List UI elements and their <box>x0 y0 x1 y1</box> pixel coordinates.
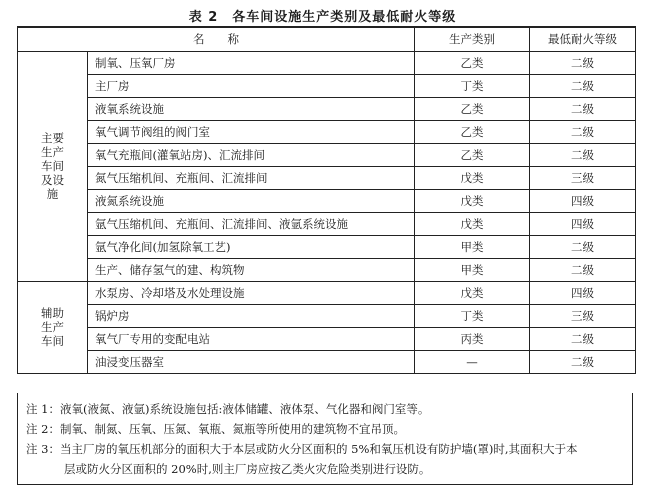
production-category: 乙类 <box>415 120 530 143</box>
table-row <box>18 350 636 373</box>
fire-rating: 二级 <box>530 143 636 166</box>
fire-rating: 二级 <box>530 74 636 97</box>
table-row <box>18 212 636 235</box>
table-row <box>18 258 636 281</box>
group-label: 辅助生产车间 <box>41 306 64 348</box>
facility-name: 氧气调节阀组的阀门室 <box>88 120 415 143</box>
facility-name: 液氧系统设施 <box>88 97 415 120</box>
facility-name: 氧气充瓶间(灌氧站房)、汇流排间 <box>88 143 415 166</box>
facility-name: 制氧、压氧厂房 <box>88 51 415 74</box>
header-category: 生产类别 <box>415 27 530 51</box>
production-category: 乙类 <box>415 97 530 120</box>
group-label: 主要生产车间及设施 <box>41 131 64 201</box>
facility-name: 氧气厂专用的变配电站 <box>88 327 415 350</box>
fire-rating: 二级 <box>530 235 636 258</box>
table-row <box>18 281 636 304</box>
fire-rating: 四级 <box>530 189 636 212</box>
facility-name: 锅炉房 <box>88 304 415 327</box>
note-3: 注 3：当主厂房的氧压机部分的面积大于本层或防火分区面积的 5%和氧压机设有防护墙(罩)时,其面积大于本 <box>26 442 578 456</box>
facility-name: 主厂房 <box>88 74 415 97</box>
group-label-cell <box>18 281 88 373</box>
production-category: — <box>415 350 530 373</box>
fire-rating: 三级 <box>530 304 636 327</box>
note-3-continued: 层或防火分区面积的 20%时,则主厂房应按乙类火灾危险类别进行设防。 <box>64 462 431 476</box>
fire-rating-table <box>17 26 636 374</box>
fire-rating: 二级 <box>530 51 636 74</box>
production-category: 戊类 <box>415 166 530 189</box>
facility-name: 氮气压缩机间、充瓶间、汇流排间 <box>88 166 415 189</box>
fire-rating: 四级 <box>530 212 636 235</box>
table-row <box>18 189 636 212</box>
header-name: 名 称 <box>18 27 415 51</box>
production-category: 丙类 <box>415 327 530 350</box>
note-1: 注 1：液氧(液氮、液氩)系统设施包括:液体储罐、液体泵、气化器和阀门室等。 <box>26 402 430 416</box>
table-body <box>18 51 636 373</box>
table-row <box>18 97 636 120</box>
fire-rating: 二级 <box>530 97 636 120</box>
facility-name: 液氮系统设施 <box>88 189 415 212</box>
notes-box <box>17 393 633 485</box>
facility-name: 氩气净化间(加氢除氧工艺) <box>88 235 415 258</box>
fire-rating: 二级 <box>530 350 636 373</box>
fire-rating: 四级 <box>530 281 636 304</box>
production-category: 丁类 <box>415 304 530 327</box>
production-category: 甲类 <box>415 258 530 281</box>
table-row <box>18 166 636 189</box>
header-fire-rating: 最低耐火等级 <box>530 27 636 51</box>
production-category: 乙类 <box>415 143 530 166</box>
facility-name: 生产、储存氢气的建、构筑物 <box>88 258 415 281</box>
production-category: 戊类 <box>415 281 530 304</box>
facility-name: 油浸变压器室 <box>88 350 415 373</box>
production-category: 戊类 <box>415 212 530 235</box>
fire-rating: 二级 <box>530 258 636 281</box>
table-row <box>18 74 636 97</box>
production-category: 乙类 <box>415 51 530 74</box>
facility-name: 氩气压缩机间、充瓶间、汇流排间、液氩系统设施 <box>88 212 415 235</box>
production-category: 戊类 <box>415 189 530 212</box>
table-row <box>18 143 636 166</box>
table-row <box>18 51 636 74</box>
table-row <box>18 327 636 350</box>
table-caption: 表 2 各车间设施生产类别及最低耐火等级 <box>188 10 457 25</box>
table-header-row <box>18 27 636 51</box>
note-2: 注 2：制氧、制氮、压氧、压氮、氧瓶、氮瓶等所使用的建筑物不宜吊顶。 <box>26 422 405 436</box>
production-category: 甲类 <box>415 235 530 258</box>
table-row <box>18 120 636 143</box>
facility-name: 水泵房、冷却塔及水处理设施 <box>88 281 415 304</box>
fire-rating: 二级 <box>530 327 636 350</box>
table-row <box>18 304 636 327</box>
fire-rating: 三级 <box>530 166 636 189</box>
production-category: 丁类 <box>415 74 530 97</box>
group-label-cell <box>18 51 88 281</box>
fire-rating: 二级 <box>530 120 636 143</box>
table-row <box>18 235 636 258</box>
